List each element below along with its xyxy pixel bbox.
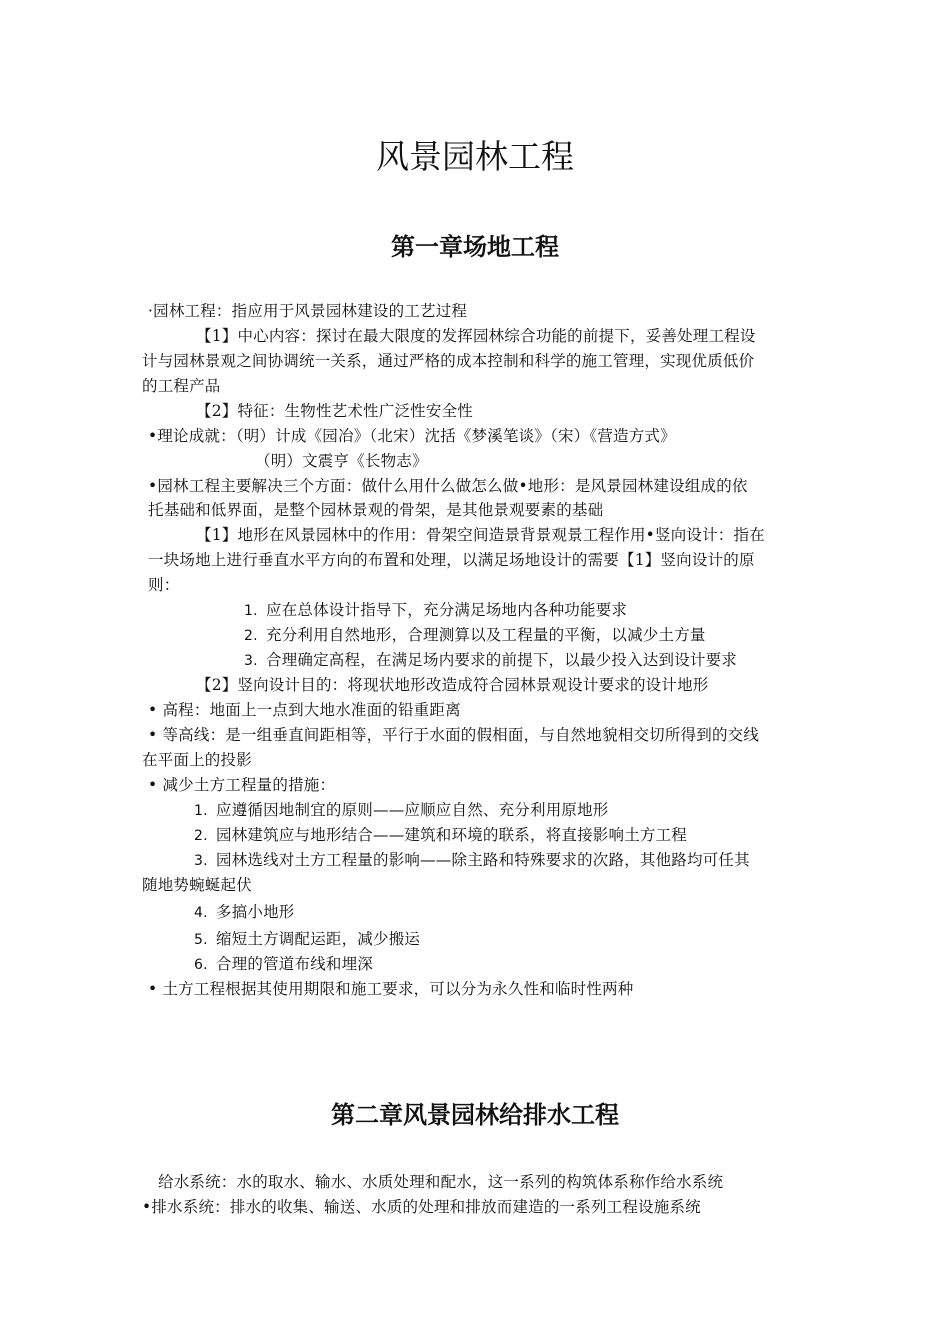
document-title: 风景园林工程	[376, 137, 574, 176]
list-text: 合理的管道布线和埋深	[216, 955, 374, 973]
paragraph-line: ·园林工程：指应用于风景园林建设的工艺过程	[148, 302, 468, 320]
list-number: 4.	[194, 905, 208, 921]
paragraph-line: 【1】中心内容：探讨在最大限度的发挥园林综合功能的前提下，妥善处理工程设	[196, 327, 756, 345]
list-number: 2.	[194, 828, 208, 844]
list-number: 1.	[244, 603, 258, 619]
chapter1-heading: 第一章场地工程	[391, 233, 559, 261]
list-item	[194, 902, 295, 923]
paragraph-line: 【2】特征：生物性艺术性广泛性安全性	[196, 402, 473, 420]
list-item	[194, 825, 687, 846]
paragraph-line: 给水系统：水的取水、输水、水质处理和配水，这一系列的构筑体系称作给水系统	[158, 1173, 724, 1191]
chapter2-heading: 第二章风景园林给排水工程	[331, 1101, 619, 1129]
list-text: 应在总体设计指导下，充分满足场地内各种功能要求	[266, 601, 628, 619]
list-text: 园林建筑应与地形结合——建筑和环境的联系，将直接影响土方工程	[216, 826, 688, 844]
list-text: 合理确定高程，在满足场内要求的前提下，以最少投入达到设计要求	[266, 651, 738, 669]
paragraph-line: 计与园林景观之间协调统一关系，通过严格的成本控制和科学的施工管理，实现优质低价	[142, 352, 755, 370]
list-item	[194, 929, 420, 950]
paragraph-line: •理论成就：（明）计成《园冶》（北宋）沈括《梦溪笔谈》（宋）《营造方式》	[148, 427, 676, 445]
list-item	[194, 800, 609, 821]
list-text: 缩短土方调配运距，减少搬运	[216, 930, 421, 948]
list-number: 2.	[244, 628, 258, 644]
paragraph-line: 随地势蜿蜒起伏	[142, 876, 252, 894]
paragraph-line: • 减少土方工程量的措施：	[148, 776, 336, 794]
list-item	[244, 625, 706, 646]
paragraph-line: 【2】竖向设计目的：将现状地形改造成符合园林景观设计要求的设计地形	[196, 676, 709, 694]
paragraph-line: 在平面上的投影	[142, 751, 252, 769]
list-item	[194, 850, 750, 871]
paragraph-line: •排水系统：排水的收集、输送、水质的处理和排放而建造的一系列工程设施系统	[142, 1198, 701, 1216]
list-text: 充分利用自然地形，合理测算以及工程量的平衡，以减少土方量	[266, 626, 706, 644]
paragraph-line: •园林工程主要解决三个方面：做什么用什么做怎么做•地形：是风景园林建设组成的依	[148, 477, 748, 495]
paragraph-line: 则：	[148, 576, 180, 594]
list-text: 园林选线对土方工程量的影响——除主路和特殊要求的次路，其他路均可任其	[216, 851, 750, 869]
paragraph-line: • 等高线：是一组垂直间距相等，平行于水面的假相面，与自然地貌相交切所得到的交线	[148, 726, 760, 744]
list-item	[244, 650, 737, 671]
paragraph-line: （明）文震亨《长物志》	[255, 452, 428, 470]
paragraph-line: 的工程产品	[142, 377, 221, 395]
list-item	[244, 600, 627, 621]
list-item	[194, 954, 373, 975]
paragraph-line: • 高程：地面上一点到大地水准面的铅重距离	[148, 701, 461, 719]
list-number: 3.	[244, 653, 258, 669]
list-number: 3.	[194, 853, 208, 869]
paragraph-line: 托基础和低界面，是整个园林景观的骨架，是其他景观要素的基础	[148, 501, 604, 519]
list-text: 多搞小地形	[216, 903, 295, 921]
list-number: 5.	[194, 932, 208, 948]
list-number: 1.	[194, 803, 208, 819]
list-text: 应遵循因地制宜的原则——应顺应自然、充分利用原地形	[216, 801, 609, 819]
paragraph-line: 一块场地上进行垂直水平方向的布置和处理，以满足场地设计的需要【1】竖向设计的原	[148, 551, 755, 569]
paragraph-line: • 土方工程根据其使用期限和施工要求，可以分为永久性和临时性两种	[148, 980, 634, 998]
list-number: 6.	[194, 957, 208, 973]
paragraph-line: 【1】地形在风景园林中的作用：骨架空间造景背景观景工程作用•竖向设计：指在	[196, 526, 765, 544]
